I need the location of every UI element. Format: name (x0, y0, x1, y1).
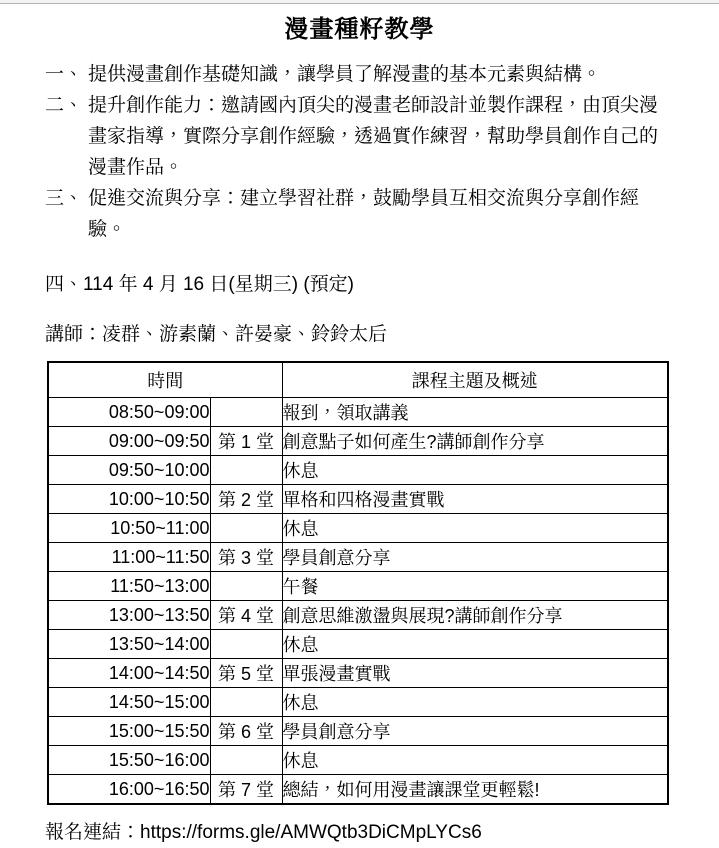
table-row (48, 514, 668, 543)
time-cell: 11:00~11:50 (48, 543, 210, 572)
table-row (48, 746, 668, 775)
session-cell: 第 4 堂 (210, 601, 282, 630)
topic-cell: 休息 (282, 746, 668, 775)
time-cell: 11:50~13:00 (48, 572, 210, 601)
topic-cell: 午餐 (282, 572, 668, 601)
table-row (48, 427, 668, 456)
schedule-header-row (48, 362, 668, 398)
schedule-table (47, 361, 669, 805)
time-cell: 15:50~16:00 (48, 746, 210, 775)
session-cell: 第 6 堂 (210, 717, 282, 746)
table-row (48, 688, 668, 717)
instructor-line: 講師：凌群、游素蘭、許晏豪、鈴鈴太后 (45, 324, 388, 345)
signup-url: https://forms.gle/AMWQtb3DiCMpLYCs6 (140, 822, 482, 843)
list-marker: 三、 (45, 188, 84, 209)
topic-cell: 單張漫畫實戰 (282, 659, 668, 688)
session-cell (210, 456, 282, 485)
topic-cell: 休息 (282, 456, 668, 485)
topic-cell: 總結，如何用漫畫讓課堂更輕鬆! (282, 775, 668, 805)
table-row (48, 572, 668, 601)
time-cell: 10:50~11:00 (48, 514, 210, 543)
window-top-edge (0, 0, 719, 4)
session-cell (210, 630, 282, 659)
list-marker: 一、 (45, 64, 84, 85)
time-cell: 08:50~09:00 (48, 398, 210, 427)
table-row (48, 398, 668, 427)
document-title: 漫畫種籽教學 (284, 16, 435, 43)
table-row (48, 601, 668, 630)
topic-cell: 休息 (282, 688, 668, 717)
time-cell: 09:00~09:50 (48, 427, 210, 456)
session-cell (210, 688, 282, 717)
objective-text: 促進交流與分享：建立學習社群，鼓勵學員互相交流與分享創作經驗。 (88, 188, 640, 240)
col-header-topic: 課程主題及概述 (282, 362, 668, 398)
event-date-line: 四、114 年 4 月 16 日(星期三) (預定) (45, 274, 354, 295)
objective-item (45, 183, 671, 245)
session-cell: 第 5 堂 (210, 659, 282, 688)
session-cell (210, 398, 282, 427)
session-cell: 第 7 堂 (210, 775, 282, 805)
topic-cell: 創意點子如何產生?講師創作分享 (282, 427, 668, 456)
topic-cell: 創意思維激盪與展現?講師創作分享 (282, 601, 668, 630)
session-cell: 第 2 堂 (210, 485, 282, 514)
time-cell: 14:50~15:00 (48, 688, 210, 717)
topic-cell: 單格和四格漫畫實戰 (282, 485, 668, 514)
time-cell: 15:00~15:50 (48, 717, 210, 746)
table-row (48, 717, 668, 746)
topic-cell: 休息 (282, 630, 668, 659)
document-body (0, 59, 719, 848)
topic-cell: 休息 (282, 514, 668, 543)
time-cell: 14:00~14:50 (48, 659, 210, 688)
time-cell: 13:50~14:00 (48, 630, 210, 659)
signup-link-label: 報名連結： (45, 822, 141, 843)
objective-text: 提升創作能力：邀請國內頂尖的漫畫老師設計並製作課程，由頂尖漫畫家指導，實際分享創作經驗，透過實作練習，幫助學員創作自己的漫畫作品。 (88, 95, 659, 178)
objective-text: 提供漫畫創作基礎知識，讓學員了解漫畫的基本元素與結構。 (88, 64, 602, 85)
time-cell: 16:00~16:50 (48, 775, 210, 805)
table-row (48, 775, 668, 805)
topic-cell: 報到，領取講義 (282, 398, 668, 427)
topic-cell: 學員創意分享 (282, 543, 668, 572)
table-row (48, 659, 668, 688)
signup-link-line (45, 818, 671, 848)
time-cell: 10:00~10:50 (48, 485, 210, 514)
objective-item (45, 59, 671, 90)
session-cell: 第 1 堂 (210, 427, 282, 456)
table-row (48, 485, 668, 514)
topic-cell: 學員創意分享 (282, 717, 668, 746)
session-cell (210, 746, 282, 775)
table-row (48, 543, 668, 572)
time-cell: 13:00~13:50 (48, 601, 210, 630)
table-row (48, 630, 668, 659)
session-cell (210, 572, 282, 601)
objective-item (45, 90, 671, 183)
list-marker: 二、 (45, 95, 84, 116)
col-header-time: 時間 (48, 362, 282, 398)
session-cell: 第 3 堂 (210, 543, 282, 572)
objectives-list (45, 59, 671, 245)
session-cell (210, 514, 282, 543)
time-cell: 09:50~10:00 (48, 456, 210, 485)
table-row (48, 456, 668, 485)
